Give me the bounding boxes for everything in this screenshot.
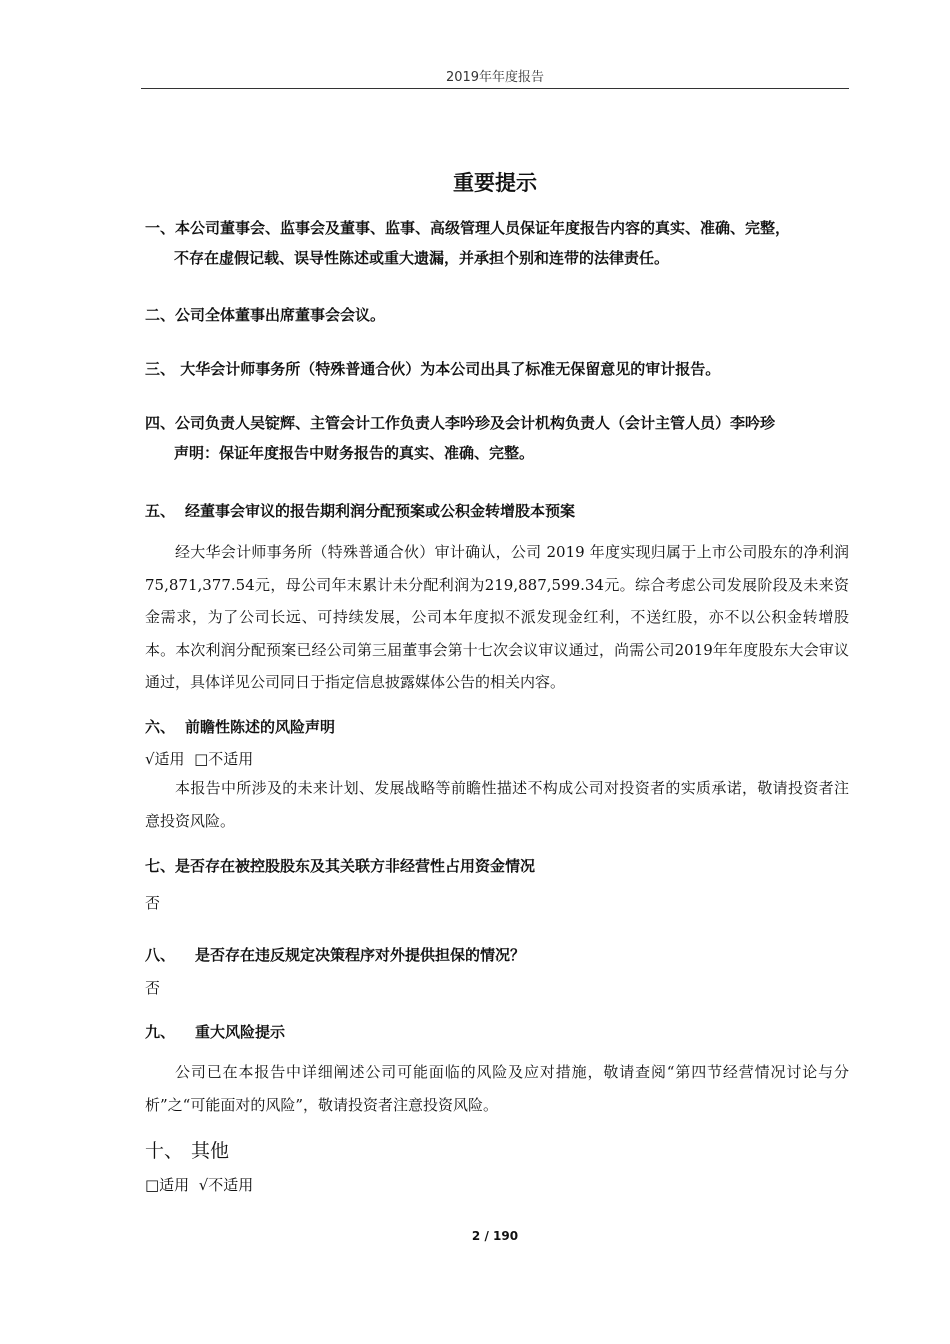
section-title: 重大风险提示 <box>195 1023 286 1041</box>
section-title: 经董事会审议的报告期利润分配预案或公积金转增股本预案 <box>185 502 576 520</box>
section-10-heading <box>145 1136 229 1163</box>
item-text-cont: 不存在虚假记载、误导性陈述或重大遗漏，并承担个别和连带的法律责任。 <box>174 249 670 267</box>
item-text: 大华会计师事务所（特殊普通合伙）为本公司出具了标准无保留意见的审计报告。 <box>175 360 721 378</box>
section-7-heading <box>145 855 851 876</box>
item-text: 公司全体董事出席董事会会议。 <box>175 306 386 324</box>
section-number: 六、 <box>145 718 176 736</box>
section-9-heading <box>145 1021 851 1042</box>
section-title: 其他 <box>191 1140 230 1162</box>
page-number: 2 / 190 <box>471 1229 519 1243</box>
section-number: 九、 <box>145 1023 176 1041</box>
item-text-cont: 声明：保证年度报告中财务报告的真实、准确、完整。 <box>174 444 535 462</box>
section-title: 前瞻性陈述的风险声明 <box>185 718 336 736</box>
section-8-answer: 否 <box>145 979 161 997</box>
section-9-body: 公司已在本报告中详细阐述公司可能面临的风险及应对措施，敬请查阅“第四节经营情况讨论与分析”之“可能面对的风险”，敬请投资者注意投资风险。 <box>145 1063 849 1114</box>
section-title: 是否存在违反规定决策程序对外提供担保的情况？ <box>195 946 526 964</box>
item-number: 四、 <box>145 414 176 432</box>
page-title: 重要提示 <box>453 171 537 195</box>
notice-item-2 <box>145 300 851 330</box>
item-number: 一、 <box>145 219 176 237</box>
section-number: 五、 <box>145 502 176 520</box>
notice-item-4 <box>145 408 851 468</box>
header-rule <box>141 88 849 89</box>
section-number: 十、 <box>145 1140 184 1162</box>
page-header: 2019年年度报告 <box>445 70 545 85</box>
section-title: 是否存在被控股股东及其关联方非经营性占用资金情况 <box>175 857 536 875</box>
notice-item-1 <box>145 213 851 273</box>
section-7-answer: 否 <box>145 894 161 912</box>
section-10-options: □适用 √不适用 <box>145 1176 254 1194</box>
notice-item-3 <box>145 354 851 384</box>
section-6-heading <box>145 716 851 737</box>
item-number: 二、 <box>145 306 176 324</box>
item-text: 公司负责人吴锭辉、主管会计工作负责人李吟珍及会计机构负责人（会计主管人员）李吟珍 <box>175 414 776 432</box>
section-8-heading <box>145 944 851 965</box>
item-number: 三、 <box>145 360 176 378</box>
section-6-body: 本报告中所涉及的未来计划、发展战略等前瞻性描述不构成公司对投资者的实质承诺，敬请投资者注意投资风险。 <box>145 779 849 830</box>
section-number: 七、 <box>145 857 176 875</box>
section-number: 八、 <box>145 946 176 964</box>
item-text: 本公司董事会、监事会及董事、监事、高级管理人员保证年度报告内容的真实、准确、完整， <box>175 219 791 237</box>
section-5-body: 经大华会计师事务所（特殊普通合伙）审计确认，公司 2019 年度实现归属于上市公司股东的净利润75,871,377.54元，母公司年末累计未分配利润为219,887,599.34元。综合考虑公司发展阶段及未来资金需求，为了公司长远、可持续发展，公司本年度拟不派发现金红利，不送红股，亦不以公积金转增股本。本次利润分配预案已经公司第三届董事会第十七次会议审议通过，尚需公司2019年年度股东大会审议通过，具体详见公司同日于指定信息披露媒体公告的相关内容。 <box>145 543 849 691</box>
section-5-heading <box>145 500 851 521</box>
section-6-options: √适用 □不适用 <box>145 750 254 768</box>
